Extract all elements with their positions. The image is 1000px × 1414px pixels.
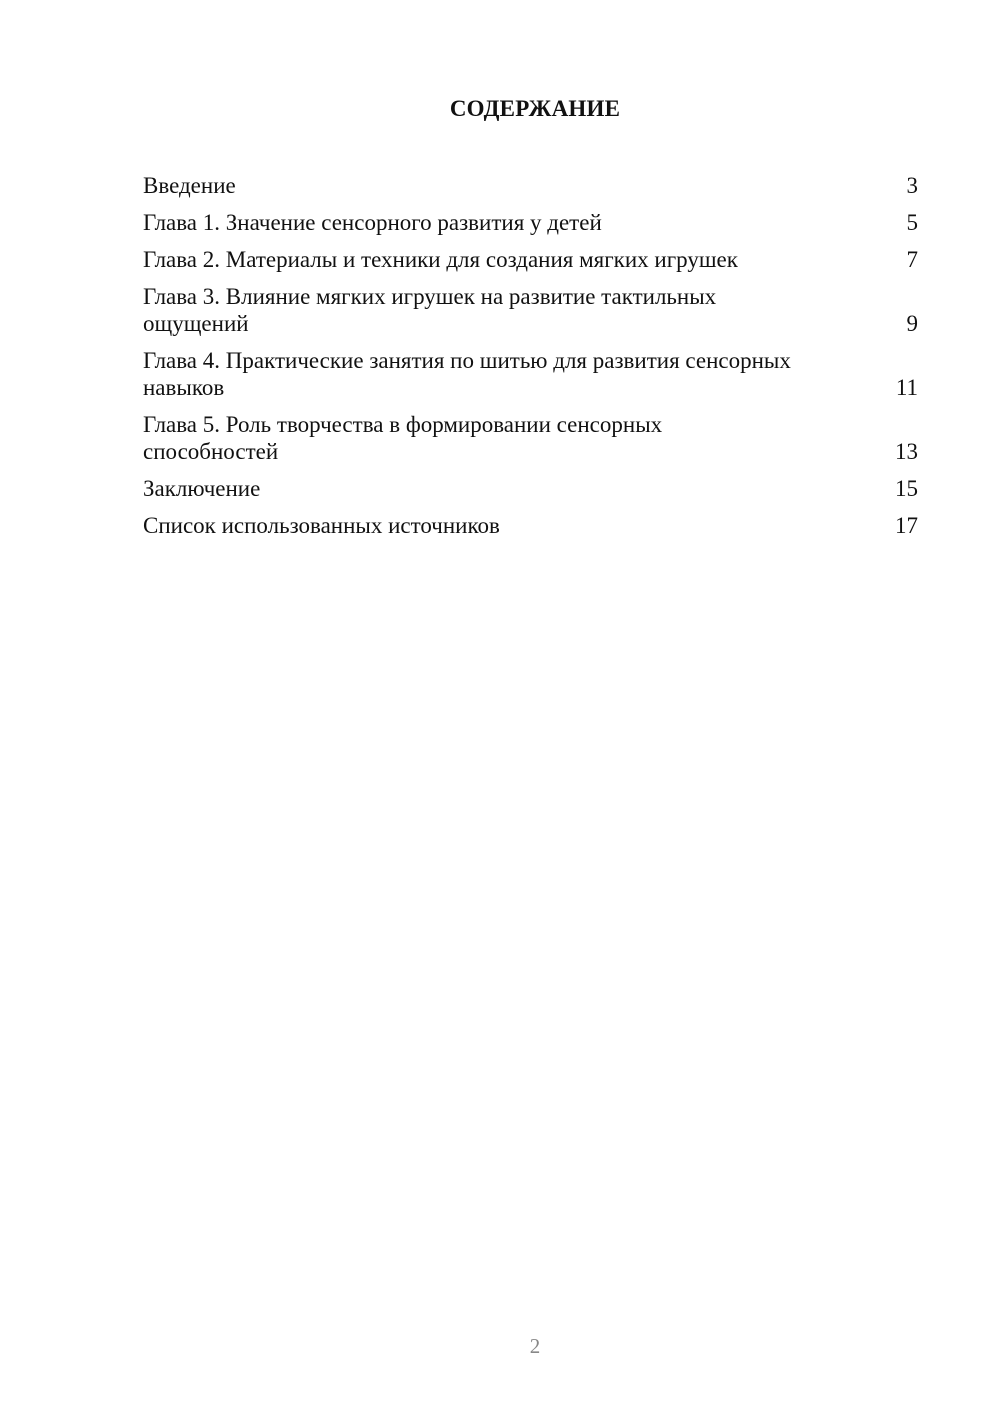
toc-entry-title: Заключение xyxy=(143,476,261,501)
toc-entry-title: Введение xyxy=(143,173,236,198)
toc-entry-page: 9 xyxy=(906,311,918,336)
toc-entry xyxy=(143,209,918,236)
toc-entry xyxy=(143,172,918,199)
toc-entry xyxy=(143,475,918,502)
toc-entry-title: Глава 5. Роль творчества в формировании сенсорных способностей xyxy=(143,412,663,464)
toc-entry-page: 3 xyxy=(906,173,918,198)
toc-entry-title: Глава 1. Значение сенсорного развития у детей xyxy=(143,210,602,235)
toc-entry-page: 7 xyxy=(906,247,918,272)
toc-entry-title: Глава 3. Влияние мягких игрушек на развитие тактильных ощущений xyxy=(143,284,717,336)
page-number: 2 xyxy=(529,1334,541,1358)
toc-entry-page: 5 xyxy=(906,210,918,235)
toc-entry xyxy=(143,411,918,465)
toc-entry xyxy=(143,246,918,273)
toc-entry-page: 13 xyxy=(895,439,918,464)
toc-entry xyxy=(143,283,918,337)
toc-entry-title: Глава 2. Материалы и техники для создания мягких игрушек xyxy=(143,247,738,272)
toc-entry-title: Список использованных источников xyxy=(143,513,500,538)
table-of-contents xyxy=(143,172,918,549)
toc-entry xyxy=(143,347,918,401)
toc-entry xyxy=(143,512,918,539)
toc-entry-title: Глава 4. Практические занятия по шитью для развития сенсорных навыков xyxy=(143,348,791,400)
toc-entry-page: 17 xyxy=(895,513,918,538)
page-title: СОДЕРЖАНИЕ xyxy=(449,96,621,121)
toc-entry-page: 15 xyxy=(895,476,918,501)
toc-entry-page: 11 xyxy=(895,375,918,400)
